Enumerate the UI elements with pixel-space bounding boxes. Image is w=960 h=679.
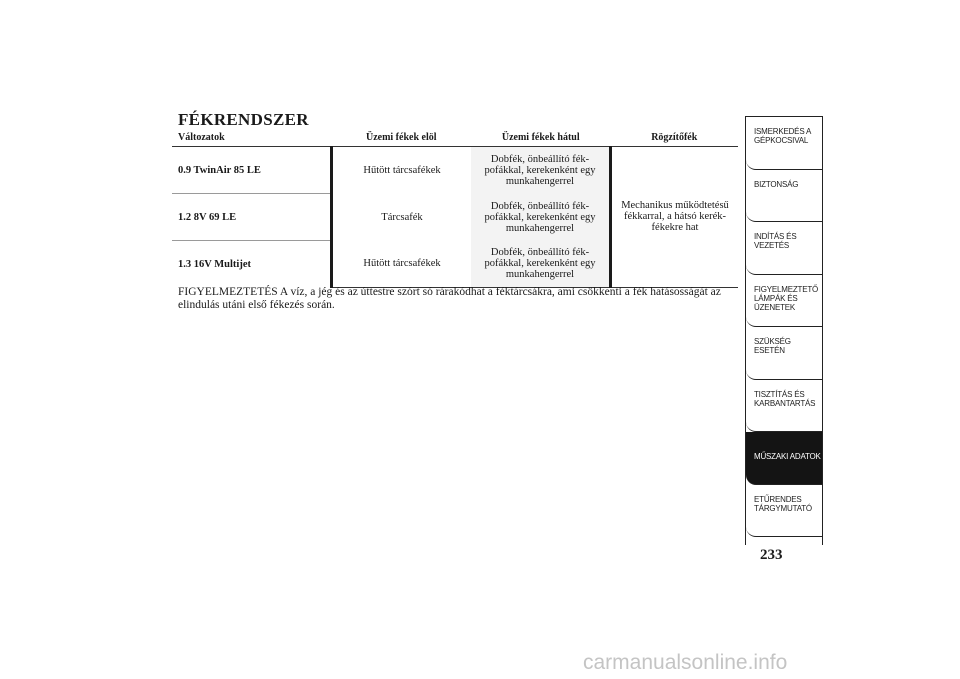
chapter-tabs bbox=[745, 116, 823, 545]
tab-inditas[interactable]: INDÍTÁS ÉS VEZETÉS bbox=[746, 222, 822, 275]
table-header-row bbox=[172, 129, 738, 147]
header-parking-brake: Rögzítőfék bbox=[611, 129, 739, 147]
tab-targymutato[interactable]: ETŰRENDES TÁRGYMUTATÓ bbox=[746, 485, 822, 538]
tab-szukseg[interactable]: SZÜKSÉG ESETÉN bbox=[746, 327, 822, 380]
variant-cell: 0.9 TwinAir 85 LE bbox=[172, 147, 332, 194]
tab-biztonsag[interactable]: BIZTONSÁG bbox=[746, 170, 822, 223]
header-front-brakes: Üzemi fékek elöl bbox=[332, 129, 472, 147]
warning-text: FIGYELMEZTETÉS A víz, a jég és az úttestre szórt só rárakódhat a féktárcsákra, ami csökkenti a fék hatásosságát az elindulás utáni első fékezés során. bbox=[178, 286, 721, 311]
parking-brake-cell: Mechanikus működtetésű fékkarral, a hátsó kerék-fékekre hat bbox=[611, 147, 739, 288]
front-brake-cell: Hűtött tárcsafékek bbox=[332, 147, 472, 194]
tab-muszaki-adatok[interactable]: MŰSZAKI ADATOK bbox=[746, 432, 822, 485]
variant-cell: 1.3 16V Multijet bbox=[178, 258, 252, 270]
tab-tisztitas[interactable]: TISZTÍTÁS ÉS KARBANTARTÁS bbox=[746, 380, 822, 433]
header-rear-brakes: Üzemi fékek hátul bbox=[471, 129, 611, 147]
front-brake-cell: Hűtött tárcsafékek bbox=[332, 241, 472, 288]
front-brake-cell: Tárcsafék bbox=[332, 194, 472, 241]
page-number: 233 bbox=[760, 547, 783, 563]
header-variants: Változatok bbox=[172, 129, 332, 147]
rear-brake-cell: Dobfék, önbeállító fék-pofákkal, kerekenként egy munkahengerrel bbox=[471, 241, 611, 288]
table-row bbox=[172, 147, 738, 194]
rear-brake-cell: Dobfék, önbeállító fék-pofákkal, kerekenként egy munkahengerrel bbox=[471, 147, 611, 194]
tab-figyelmezteto[interactable]: FIGYELMEZTETŐ LÁMPÁK ÉS ÜZENETEK bbox=[746, 275, 822, 328]
section-title: FÉKRENDSZER bbox=[178, 110, 309, 129]
rear-brake-cell: Dobfék, önbeállító fék-pofákkal, kerekenként egy munkahengerrel bbox=[471, 194, 611, 241]
tab-ismerkedes[interactable]: ISMERKEDÉS A GÉPKOCSIVAL bbox=[746, 117, 822, 170]
watermark: carmanualsonline.info bbox=[583, 651, 788, 674]
brake-spec-table bbox=[172, 129, 738, 288]
variant-cell: 1.2 8V 69 LE bbox=[172, 194, 332, 241]
